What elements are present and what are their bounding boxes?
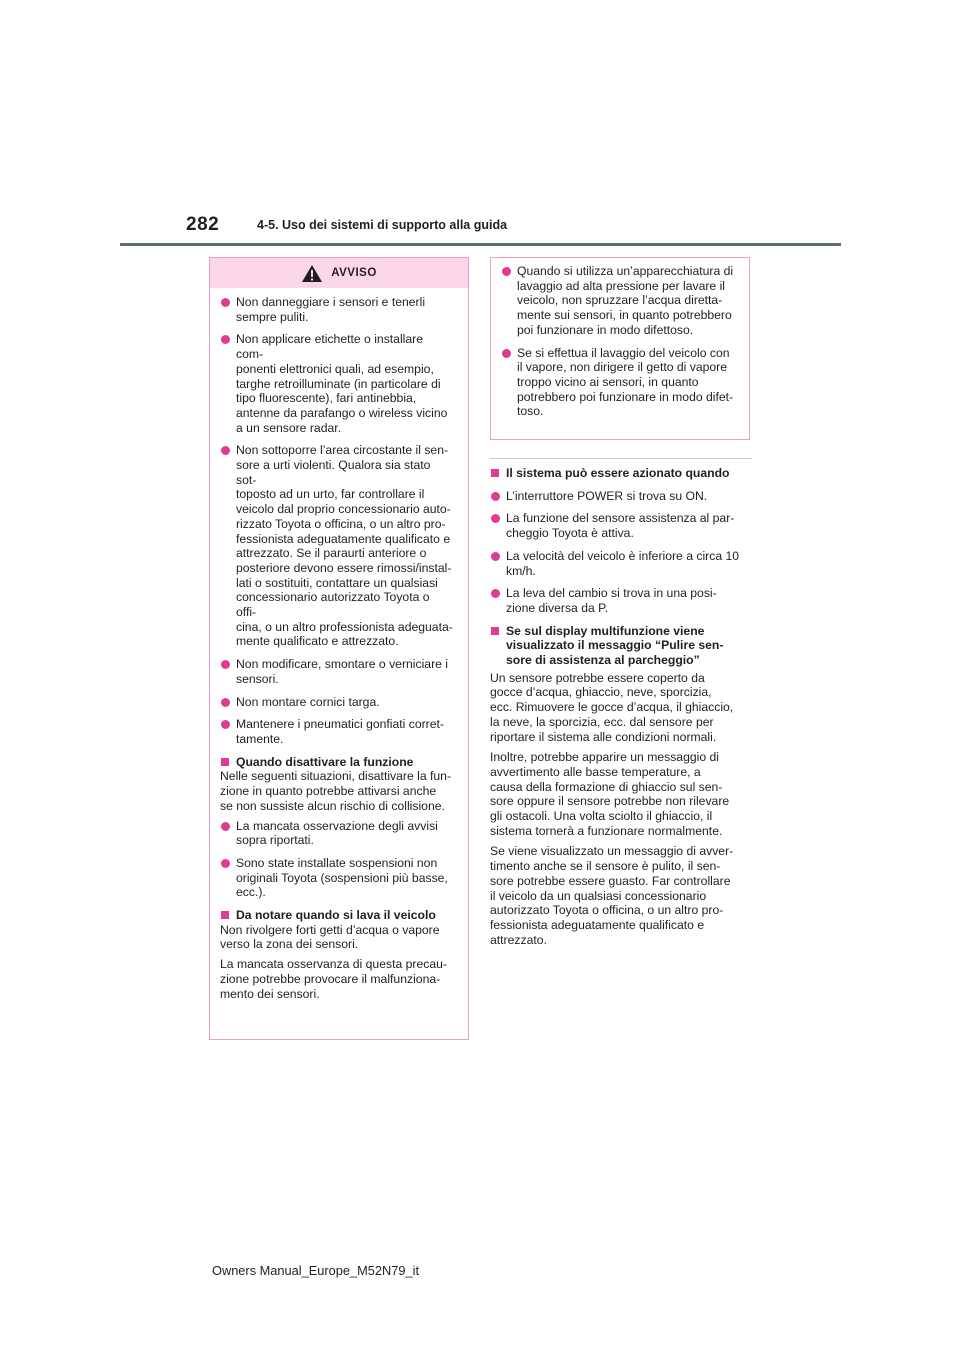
washing-text-1: Non rivolgere forti getti d’acqua o vapore verso la zona dei sensori. bbox=[220, 922, 440, 952]
when-disable-heading: Quando disattivare la funzione bbox=[220, 755, 453, 770]
warning-box bbox=[209, 257, 469, 1040]
bullet-icon bbox=[491, 492, 500, 501]
bullet-icon bbox=[491, 552, 500, 561]
operation-item bbox=[490, 511, 752, 540]
clean-message-paragraph: Inoltre, potrebbe apparire un messaggio di avvertimento alle basse temperature, a causa della formazione di ghiaccio sul sen- sore oppure il sensore potrebbe non rilevare gli ostacoli. Una volta sciolto il ghiaccio, il sistema tornerà a funzionare normalmente. bbox=[490, 750, 730, 838]
operation-heading: Il sistema può essere azionato quando bbox=[490, 466, 752, 481]
square-bullet-icon bbox=[491, 469, 499, 477]
warning-item-text: Mantenere i pneumatici gonfiati corret- tamente. bbox=[236, 717, 444, 746]
warning-item bbox=[220, 695, 453, 710]
bullet-icon bbox=[221, 859, 230, 868]
operation-item bbox=[490, 489, 752, 504]
bullet-icon bbox=[221, 298, 230, 307]
operation-item-text: La funzione del sensore assistenza al par- cheggio Toyota è attiva. bbox=[506, 511, 735, 541]
warning-item bbox=[220, 657, 453, 686]
warning-item-text: Non applicare etichette o installare com- ponenti elettronici quali, ad esempio, targhe retroilluminate (in particolare di tipo fluorescente), fari antinebbia, antenne da parafango o wireless vicino a un sensore radar. bbox=[236, 332, 448, 435]
washing-text-2: La mancata osservanza di questa precau- zione potrebbe provocare il malfunziona- mento dei sensori. bbox=[220, 957, 447, 1001]
bullet-icon bbox=[491, 514, 500, 523]
warning-item bbox=[501, 264, 734, 338]
warning-item bbox=[220, 856, 453, 900]
warning-item bbox=[220, 295, 453, 324]
footer-text: Owners Manual_Europe_M52N79_it bbox=[212, 1263, 419, 1278]
bullet-icon bbox=[221, 822, 230, 831]
warning-box-continued bbox=[490, 257, 750, 440]
warning-item-text: Non danneggiare i sensori e tenerli sempre puliti. bbox=[236, 295, 426, 324]
bullet-icon bbox=[221, 720, 230, 729]
clean-message-paragraph: Se viene visualizzato un messaggio di avver- timento anche se il sensore è pulito, il sen- sore potrebbe essere guasto. Far controllare il veicolo da un qualsiasi concessionario autorizzato Toyota o officina, o un altro pro- fessionista adeguatamente qualificato e attrezzato. bbox=[490, 844, 734, 947]
warning-item-text: Sono state installate sospensioni non originali Toyota (sospensioni più basse, ecc.). bbox=[236, 855, 448, 900]
warning-item bbox=[220, 819, 453, 848]
warning-item-text: La mancata osservazione degli avvisi sopra riportati. bbox=[236, 818, 438, 848]
bullet-icon bbox=[491, 589, 500, 598]
square-bullet-icon bbox=[221, 758, 229, 766]
operation-item-text: L’interruttore POWER si trova su ON. bbox=[506, 488, 708, 503]
right-column bbox=[490, 458, 752, 953]
bullet-icon bbox=[502, 349, 511, 358]
bullet-icon bbox=[221, 446, 230, 455]
warning-triangle-icon bbox=[301, 264, 323, 283]
bullet-icon bbox=[502, 267, 511, 276]
warning-item-text: Non montare cornici targa. bbox=[236, 694, 380, 709]
page-number: 282 bbox=[186, 214, 220, 235]
warning-header bbox=[210, 258, 468, 288]
warning-item-text: Quando si utilizza un’apparecchiatura di lavaggio ad alta pressione per lavare il veicolo, non spruzzare l’acqua diretta- mente sui sensori, in quanto potrebbero poi funzionare in modo difettoso. bbox=[517, 264, 734, 337]
warning-item-text: Non sottoporre l’area circostante il sen- sore a urti violenti. Qualora sia stato sot- toposto ad un urto, far controllare il veicolo dal proprio concessionario auto- rizzato Toyota o officina, o un altro pro- fessionista adeguatamente qualificato e attrezzato. Se il paraurti anteriore o posteriore devono essere rimossi/instal- lati o sostituiti, contattare un qualsiasi concessionario autorizzato Toyota o offi- cina, o un altro professionista adeguata- mente qualificato e attrezzato. bbox=[236, 443, 453, 649]
warning-item-text: Se si effettua il lavaggio del veicolo con il vapore, non dirigere il getto di vapore troppo vicino ai sensori, in quanto potrebbero poi funzionare in modo difet- toso. bbox=[517, 345, 734, 419]
bullet-icon bbox=[221, 660, 230, 669]
header-rule bbox=[120, 243, 841, 246]
warning-item bbox=[220, 332, 453, 435]
warning-item-text: Non modificare, smontare o verniciare i sensori. bbox=[236, 657, 449, 686]
when-disable-text: Nelle seguenti situazioni, disattivare la fun- zione in quanto potrebbe attivarsi anche se non sussiste alcun rischio di collisione. bbox=[220, 769, 452, 813]
section-title: 4-5. Uso dei sistemi di supporto alla guida bbox=[257, 218, 508, 232]
warning-title: AVVISO bbox=[331, 266, 377, 279]
bullet-icon bbox=[221, 335, 230, 344]
square-bullet-icon bbox=[491, 627, 499, 635]
square-bullet-icon bbox=[221, 911, 229, 919]
warning-item bbox=[220, 717, 453, 746]
clean-message-paragraph: Un sensore potrebbe essere coperto da gocce d’acqua, ghiaccio, neve, sporcizia, ecc. Rimuovere le gocce d’acqua, il ghiaccio, la neve, la sporcizia, ecc. dal sensore per riportare il sistema alle condizioni normali. bbox=[490, 670, 734, 744]
section-divider bbox=[490, 458, 752, 459]
operation-item bbox=[490, 549, 752, 578]
operation-item-text: La velocità del veicolo è inferiore a circa 10 km/h. bbox=[506, 548, 740, 578]
operation-item bbox=[490, 586, 752, 615]
bullet-icon bbox=[221, 698, 230, 707]
clean-message-heading: Se sul display multifunzione viene visualizzato il messaggio “Pulire sen- sore di assistenza al parcheggio” bbox=[490, 624, 752, 668]
warning-item bbox=[501, 346, 734, 420]
operation-item-text: La leva del cambio si trova in una posi- zione diversa da P. bbox=[506, 586, 717, 615]
washing-heading: Da notare quando si lava il veicolo bbox=[220, 908, 453, 923]
warning-item bbox=[220, 443, 453, 649]
